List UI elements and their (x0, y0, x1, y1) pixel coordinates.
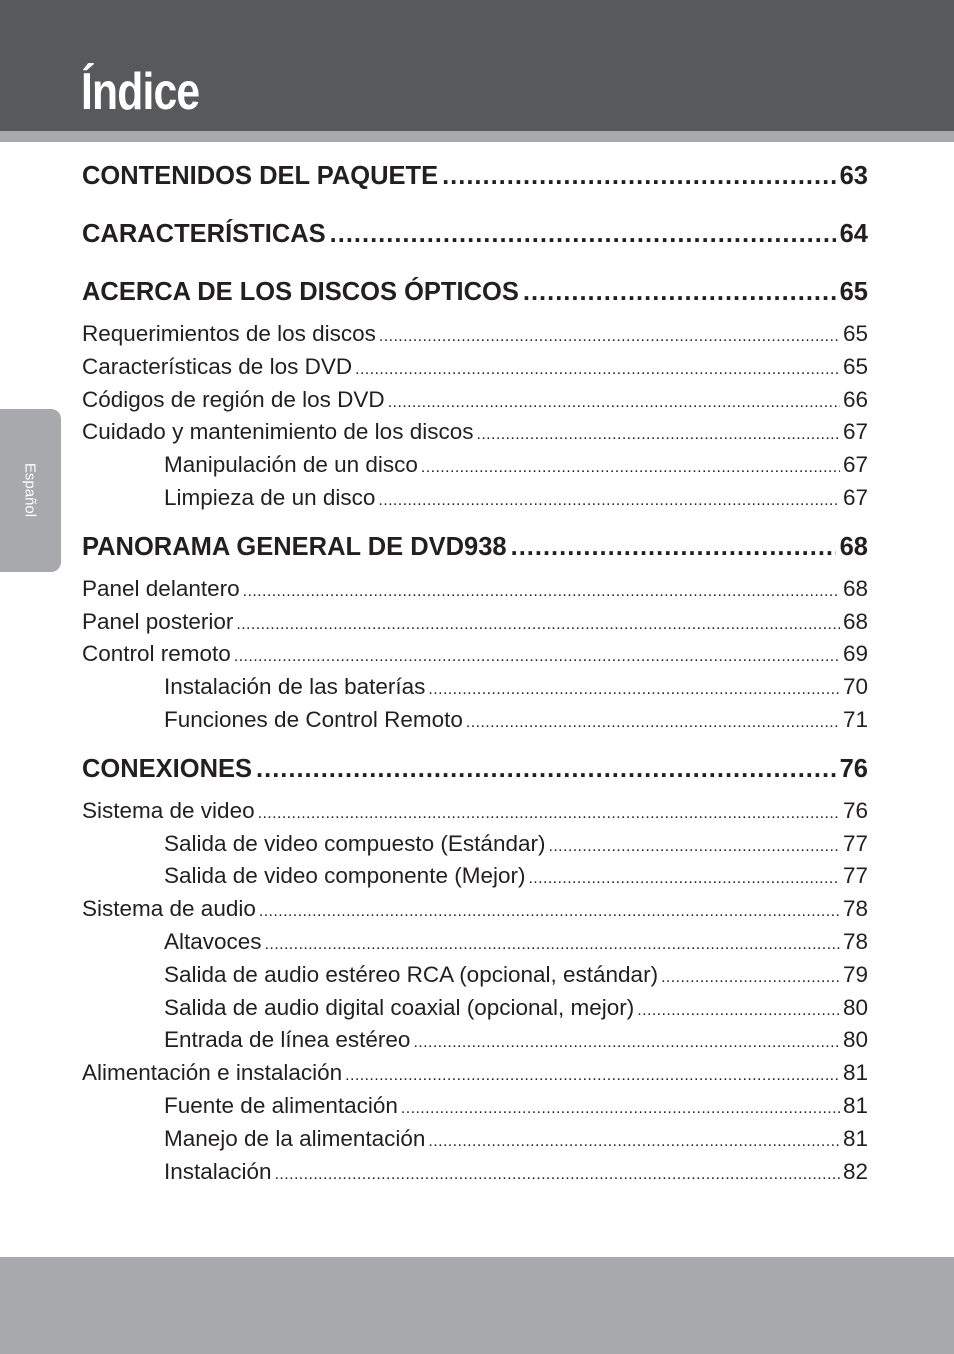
toc-entry-title: Panel delantero (82, 575, 240, 601)
dot-leader (476, 419, 840, 449)
toc-page-number: 68 (842, 608, 868, 634)
toc-page-number: 69 (842, 641, 868, 667)
toc-entry-title: Limpieza de un disco (164, 484, 376, 510)
toc-page-number: 65 (842, 321, 868, 346)
dot-leader (378, 485, 840, 515)
toc-entry[interactable] (82, 992, 868, 1025)
dot-leader (428, 674, 840, 704)
toc-entry-title: Requerimientos de los discos (82, 321, 376, 346)
toc-entry[interactable] (82, 449, 868, 482)
dot-leader (401, 1093, 840, 1123)
toc-page-number: 66 (842, 386, 868, 412)
toc-entry-title: Manejo de la alimentación (164, 1125, 426, 1151)
toc-entry[interactable] (82, 351, 868, 384)
toc-entry-title: Alimentación e instalación (82, 1060, 343, 1086)
toc-page-number: 76 (839, 754, 868, 783)
dot-leader (265, 929, 840, 959)
dot-leader (234, 641, 840, 671)
dot-leader (637, 995, 840, 1025)
toc-page-number: 65 (839, 278, 868, 306)
dot-leader (523, 266, 836, 318)
toc-entry-title: Salida de video componente (Mejor) (164, 863, 526, 889)
toc-entry[interactable] (82, 828, 868, 861)
dot-leader (466, 707, 840, 737)
toc-page-number: 76 (842, 797, 868, 823)
toc-page-number: 67 (842, 452, 868, 478)
toc-entry-title: ACERCA DE LOS DISCOS ÓPTICOS (82, 278, 519, 306)
dot-leader (259, 896, 840, 926)
dot-leader (661, 962, 840, 992)
toc-page-number: 65 (842, 353, 868, 379)
dot-leader (421, 452, 840, 482)
toc-page-number: 64 (839, 220, 868, 248)
toc-entry[interactable] (82, 384, 868, 417)
dot-leader (256, 743, 836, 795)
dot-leader (236, 609, 840, 639)
toc-entry-title: Altavoces (164, 928, 262, 954)
toc-page-number: 78 (842, 896, 868, 922)
toc-entry[interactable] (82, 1156, 868, 1189)
toc-page-number: 67 (842, 484, 868, 510)
toc-section-heading[interactable] (82, 150, 868, 202)
toc-section-heading[interactable] (82, 521, 868, 573)
toc-entry-title: Control remoto (82, 641, 231, 667)
toc-entry[interactable] (82, 926, 868, 959)
toc-entry[interactable] (82, 795, 868, 828)
toc-page-number: 81 (842, 1060, 868, 1086)
toc-entry[interactable] (82, 416, 868, 449)
toc-page-number: 81 (842, 1092, 868, 1118)
toc-page-number: 78 (842, 928, 868, 954)
toc-entry-title: Códigos de región de los DVD (82, 386, 385, 412)
toc-entry-title: Fuente de alimentación (164, 1092, 398, 1118)
dot-leader (413, 1027, 840, 1057)
toc-entry-title: Características de los DVD (82, 353, 353, 379)
toc-page-number: 82 (842, 1158, 868, 1184)
toc-entry-title: Instalación (164, 1158, 272, 1184)
dot-leader (355, 354, 840, 384)
toc-section-heading[interactable] (82, 208, 868, 260)
dot-leader (548, 831, 840, 861)
toc-entry[interactable] (82, 606, 868, 639)
table-of-contents (82, 150, 868, 1188)
toc-page-number: 68 (842, 575, 868, 601)
toc-entry[interactable] (82, 638, 868, 671)
toc-entry-title: PANORAMA GENERAL DE DVD938 (82, 532, 507, 561)
toc-entry-title: Instalación de las baterías (164, 674, 426, 700)
toc-page-number: 67 (842, 419, 868, 445)
toc-entry-title: Manipulación de un disco (164, 452, 418, 478)
toc-section-heading[interactable] (82, 743, 868, 795)
toc-entry[interactable] (82, 704, 868, 737)
toc-page-number: 80 (842, 994, 868, 1020)
toc-entry[interactable] (82, 893, 868, 926)
toc-entry[interactable] (82, 482, 868, 515)
toc-entry-title: Salida de audio digital coaxial (opcional, mejor) (164, 994, 635, 1020)
toc-page-number: 80 (842, 1027, 868, 1053)
toc-page-number: 77 (842, 830, 868, 856)
toc-page-number: 77 (842, 863, 868, 889)
dot-leader (243, 576, 840, 606)
toc-page-number: 68 (839, 532, 868, 561)
language-tab-label: Español (21, 462, 39, 518)
toc-entry-title: CARACTERÍSTICAS (82, 220, 326, 248)
dot-leader (442, 150, 836, 202)
toc-entry-title: Panel posterior (82, 608, 234, 634)
toc-page-number: 79 (842, 961, 868, 987)
toc-entry[interactable] (82, 1090, 868, 1123)
footer-band (0, 1257, 954, 1354)
toc-entry[interactable] (82, 959, 868, 992)
toc-section-heading[interactable] (82, 266, 868, 318)
toc-entry-title: Sistema de audio (82, 896, 256, 922)
toc-entry-title: CONTENIDOS DEL PAQUETE (82, 162, 439, 190)
dot-leader (528, 863, 840, 893)
dot-leader (428, 1126, 840, 1156)
dot-leader (330, 208, 836, 260)
dot-leader (258, 798, 840, 828)
toc-entry-title: Entrada de línea estéreo (164, 1027, 411, 1053)
dot-leader (345, 1060, 840, 1090)
toc-entry[interactable] (82, 318, 868, 351)
toc-page-number: 63 (839, 162, 868, 190)
toc-page-number: 81 (842, 1125, 868, 1151)
dot-leader (388, 387, 840, 417)
dot-leader (379, 321, 840, 351)
toc-page-number: 70 (842, 674, 868, 700)
toc-entry[interactable] (82, 1123, 868, 1156)
toc-entry-title: Salida de video compuesto (Estándar) (164, 830, 546, 856)
dot-leader (511, 521, 836, 573)
toc-entry[interactable] (82, 573, 868, 606)
toc-entry[interactable] (82, 671, 868, 704)
toc-entry-title: Salida de audio estéreo RCA (opcional, estándar) (164, 961, 659, 987)
toc-entry-title: CONEXIONES (82, 754, 253, 783)
toc-entry[interactable] (82, 1057, 868, 1090)
toc-entry-title: Cuidado y mantenimiento de los discos (82, 419, 474, 445)
toc-entry[interactable] (82, 860, 868, 893)
toc-entry-title: Funciones de Control Remoto (164, 706, 463, 732)
toc-entry-title: Sistema de video (82, 797, 255, 823)
toc-page-number: 71 (842, 706, 868, 732)
header-stripe (0, 131, 954, 142)
page-title: Índice (81, 63, 200, 121)
toc-entry[interactable] (82, 1024, 868, 1057)
dot-leader (275, 1159, 840, 1189)
